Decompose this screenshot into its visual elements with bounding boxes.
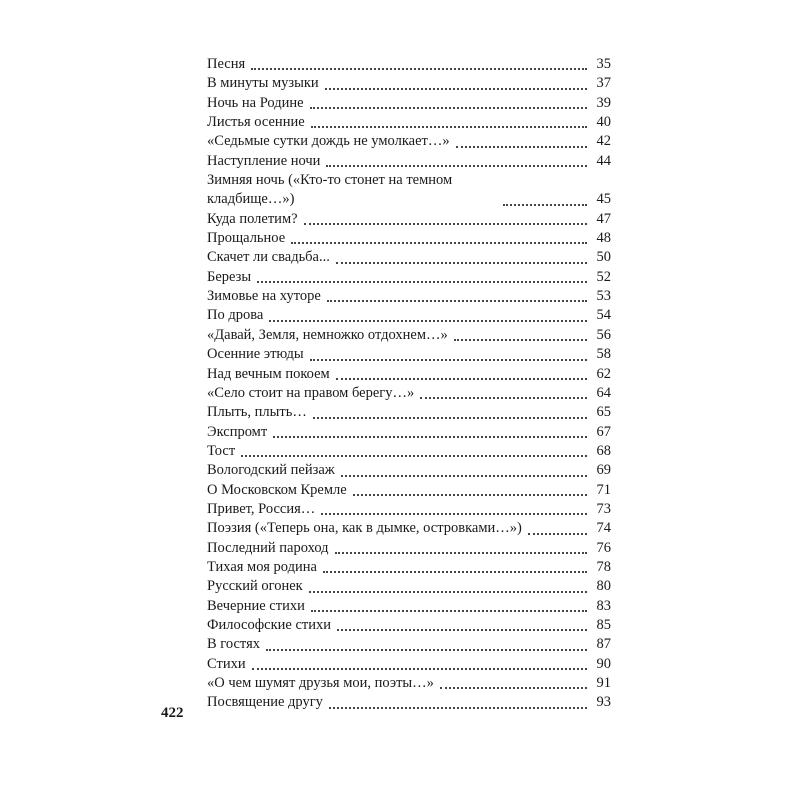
- toc-entry-title: «О чем шумят друзья мои, поэты…»: [207, 675, 434, 691]
- toc-entry-page: 69: [596, 462, 611, 479]
- toc-entry-page: 50: [596, 249, 611, 266]
- page-number: 422: [161, 705, 184, 721]
- toc-entry: [207, 403, 611, 422]
- toc-entry: [207, 345, 611, 364]
- dot-leader: [323, 571, 587, 573]
- dot-leader: [456, 146, 587, 148]
- dot-leader: [336, 378, 587, 380]
- toc-entry: [207, 306, 611, 325]
- dot-leader: [269, 320, 587, 322]
- dot-leader: [251, 68, 587, 70]
- toc-entry-title: Посвящение другу: [207, 694, 323, 711]
- dot-leader: [304, 223, 587, 225]
- dot-leader: [440, 687, 587, 689]
- toc-entry-page: 71: [596, 481, 611, 498]
- toc-entry-title: Привет, Россия…: [207, 500, 316, 517]
- dot-leader: [353, 494, 587, 496]
- toc-entry: [207, 481, 611, 500]
- dot-leader: [311, 126, 587, 128]
- table-of-contents: [207, 55, 611, 713]
- toc-entry-title: Тихая моя родина: [207, 558, 317, 575]
- toc-entry: [207, 693, 611, 712]
- toc-entry: [207, 229, 611, 248]
- toc-entry: [207, 635, 611, 654]
- toc-entry-page: 87: [596, 636, 611, 653]
- toc-entry-page: 83: [596, 597, 611, 614]
- toc-entry: [207, 423, 611, 442]
- toc-entry: [207, 577, 611, 596]
- toc-entry: [207, 365, 611, 384]
- toc-entry: [207, 655, 611, 674]
- dot-leader: [341, 475, 587, 477]
- dot-leader: [336, 262, 587, 264]
- toc-entry: [207, 171, 611, 210]
- toc-entry-title: Наступление ночи: [207, 152, 321, 169]
- toc-entry-page: 64: [596, 384, 611, 401]
- toc-entry-page: 85: [596, 616, 611, 633]
- toc-entry-title: Листья осенние: [207, 114, 305, 131]
- toc-entry-page: 48: [596, 230, 611, 247]
- toc-entry-page: 74: [596, 520, 611, 537]
- dot-leader: [503, 204, 587, 206]
- toc-entry-page: 58: [596, 346, 611, 363]
- toc-entry-title: Философские стихи: [207, 616, 331, 633]
- dot-leader: [252, 668, 587, 670]
- toc-entry-title: Последний пароход: [207, 539, 329, 556]
- dot-leader: [291, 242, 587, 244]
- toc-entry-title: В минуты музыки: [207, 75, 319, 92]
- toc-entry-title: Ночь на Родине: [207, 94, 304, 111]
- toc-entry-page: 91: [596, 675, 611, 691]
- toc-entry: [207, 326, 611, 345]
- toc-entry-title: Стихи: [207, 655, 246, 672]
- dot-leader: [454, 339, 587, 341]
- toc-entry: [207, 132, 611, 151]
- toc-entry-page: 65: [596, 404, 611, 421]
- dot-leader: [528, 533, 587, 535]
- toc-entry-page: 67: [596, 423, 611, 440]
- toc-entry-page: 62: [596, 365, 611, 382]
- toc-entry-page: 73: [596, 500, 611, 517]
- dot-leader: [327, 300, 587, 302]
- toc-entry-title: Плыть, плыть…: [207, 404, 307, 421]
- toc-entry-page: 44: [596, 152, 611, 169]
- toc-entry-title: По дрова: [207, 307, 264, 324]
- toc-entry-title: Экспромт: [207, 423, 268, 440]
- toc-entry-page: 40: [596, 114, 611, 131]
- toc-entry-page: 56: [596, 326, 611, 343]
- toc-entry-title: Поэзия («Теперь она, как в дымке, островками…»): [207, 520, 522, 537]
- toc-entry-page: 35: [596, 56, 611, 72]
- dot-leader: [321, 513, 587, 515]
- toc-entry-page: 53: [596, 288, 611, 305]
- toc-entry: [207, 597, 611, 616]
- dot-leader: [337, 629, 587, 631]
- toc-entry: [207, 248, 611, 267]
- toc-entry-title: Вологодский пейзаж: [207, 462, 335, 479]
- toc-entry-page: 68: [596, 442, 611, 459]
- toc-entry: [207, 616, 611, 635]
- dot-leader: [266, 649, 587, 651]
- toc-entry-page: 78: [596, 558, 611, 575]
- toc-entry: [207, 210, 611, 229]
- toc-entry-title: Тост: [207, 442, 236, 459]
- toc-entry-page: 39: [596, 94, 611, 111]
- toc-entry: [207, 268, 611, 287]
- toc-entry-title: «Давай, Земля, немножко отдохнем…»: [207, 326, 448, 343]
- toc-entry-page: 42: [596, 133, 611, 150]
- toc-entry-page: 93: [596, 694, 611, 711]
- toc-entry-title: Вечерние стихи: [207, 597, 305, 614]
- toc-entry-page: 90: [596, 655, 611, 672]
- toc-entry: [207, 500, 611, 519]
- toc-entry-page: 54: [596, 307, 611, 324]
- dot-leader: [257, 281, 587, 283]
- toc-entry: [207, 384, 611, 403]
- toc-entry-title: Русский огонек: [207, 578, 303, 595]
- toc-entry-title: Скачет ли свадьба...: [207, 249, 330, 266]
- toc-entry-page: 80: [596, 578, 611, 595]
- toc-entry-title: Зимовье на хуторе: [207, 288, 321, 305]
- toc-entry: [207, 74, 611, 93]
- toc-entry: [207, 94, 611, 113]
- toc-entry-title: Березы: [207, 268, 252, 285]
- toc-entry-title: Зимняя ночь («Кто-то стонет на темном кладбище…»): [207, 172, 453, 208]
- dot-leader: [310, 107, 587, 109]
- toc-entry-page: 76: [596, 539, 611, 556]
- dot-leader: [310, 359, 587, 361]
- toc-entry-page: 47: [596, 210, 611, 227]
- toc-entry-title: В гостях: [207, 636, 260, 653]
- dot-leader: [420, 397, 587, 399]
- dot-leader: [273, 436, 587, 438]
- toc-entry-title: Над вечным покоем: [207, 365, 330, 382]
- toc-entry-title: «Седьмые сутки дождь не умолкает…»: [207, 133, 450, 150]
- dot-leader: [309, 591, 587, 593]
- toc-entry-title: Осенние этюды: [207, 346, 304, 363]
- dot-leader: [313, 417, 587, 419]
- dot-leader: [326, 165, 587, 167]
- dot-leader: [311, 610, 587, 612]
- toc-entry: [207, 442, 611, 461]
- toc-entry: [207, 539, 611, 558]
- toc-entry: [207, 558, 611, 577]
- toc-entry-page: 45: [596, 191, 611, 208]
- toc-entry-page: 52: [596, 268, 611, 285]
- toc-entry-title: Прощальное: [207, 230, 286, 247]
- toc-entry: [207, 461, 611, 480]
- dot-leader: [241, 455, 587, 457]
- toc-entry: [207, 287, 611, 306]
- toc-entry: [207, 113, 611, 132]
- dot-leader: [325, 88, 587, 90]
- toc-entry-page: 37: [596, 75, 611, 92]
- toc-entry: [207, 674, 611, 693]
- toc-entry: [207, 55, 611, 74]
- toc-entry: [207, 519, 611, 538]
- dot-leader: [335, 552, 587, 554]
- toc-entry-title: О Московском Кремле: [207, 481, 347, 498]
- toc-entry-title: Песня: [207, 56, 246, 72]
- toc-entry-title: «Село стоит на правом берегу…»: [207, 384, 415, 401]
- toc-entry: [207, 152, 611, 171]
- dot-leader: [329, 707, 587, 709]
- toc-entry-title: Куда полетим?: [207, 210, 298, 227]
